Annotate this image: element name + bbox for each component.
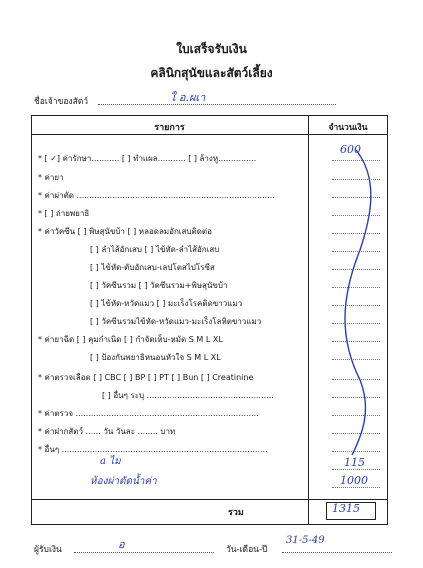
owner-label: ชื่อเจ้าของสัตว์ — [34, 97, 89, 107]
row-vaccine-2: [ ] ลำไส้อักเสบ [ ] ไข้หัด-ลำไส้อักเสบ — [90, 245, 220, 254]
row-deworm: * [ ] ถ่ายพยาธิ — [38, 209, 90, 218]
row-exam: * ค่าตรวจ ........................................................................ — [38, 409, 259, 418]
row-inject-1: * ค่ายาฉีด [ ] คุมกำเนิด [ ] กำจัดเห็บ-หมัด S M L XL — [38, 335, 223, 344]
clinic-name: คลินิกสุนัขและสัตว์เลี้ยง — [150, 66, 273, 80]
row-other: * อื่นๆ ................................................................................. — [38, 445, 268, 454]
receiver-line — [74, 552, 214, 553]
header-amount: จำนวนเงิน — [328, 123, 368, 133]
amount-other-2: 1000 — [340, 474, 368, 487]
date-label: วัน-เดือน-ปี — [226, 545, 268, 555]
row-blood-1: * ค่าตรวจเลือด [ ] CBC [ ] BP [ ] PT [ ] Bun [ ] Creatinine — [38, 373, 254, 382]
date-value: 31-5-49 — [286, 535, 325, 546]
row-vaccine-1: * ค่าวัคซีน [ ] พิษสุนัขบ้า [ ] หลอดลมอักเสบติดต่อ — [38, 227, 212, 236]
row-treatment: * [ ✓] ค่ารักษา........... [ ] ทำแผล........... [ ] ล้างหู............... — [38, 154, 257, 163]
receipt-title: ใบเสร็จรับเงิน — [176, 42, 247, 56]
receiver-label: ผู้รับเงิน — [34, 545, 62, 555]
row-medicine: * ค่ายา — [38, 173, 64, 182]
header-items: รายการ — [154, 123, 185, 133]
date-line — [282, 552, 392, 553]
amount-treatment: 600 — [340, 143, 361, 156]
row-vaccine-5: [ ] ไข้หัด-หวัดแมว [ ] มะเร็งโรคติดขาวแมว — [90, 299, 243, 308]
row-surgery: * ค่าผ่าตัด .............................................................................. — [38, 191, 275, 200]
row-other-handwritten-1: a ไม — [100, 456, 121, 467]
row-blood-2: [ ] อื่นๆ ระบุ .................................................. — [102, 391, 274, 400]
amount-other-1: 115 — [344, 456, 365, 469]
row-boarding: * ค่าฝากสัตว์ ...... วัน วันละ ........ บาท — [38, 427, 176, 436]
row-inject-2: [ ] ป้องกันพยาธิหนอนหัวใจ S M L XL — [90, 353, 221, 362]
total-divider — [31, 499, 388, 500]
row-vaccine-4: [ ] วัคซีนรวม [ ] วัคซีนรวม+พิษสุนัขบ้า — [90, 281, 228, 290]
total-value: 1315 — [332, 502, 360, 515]
header-divider — [31, 134, 388, 135]
handwritten-curve — [300, 140, 380, 460]
row-other-handwritten-2: ห้องผ่าตัดน้ำค่า — [90, 476, 157, 487]
owner-line — [98, 104, 336, 105]
owner-value: ใ อ.ผเา — [170, 91, 206, 104]
total-label: รวม — [228, 508, 244, 518]
row-vaccine-6: [ ] วัคซีนรวมไข้หัด-หวัดแมว-มะเร็งโลหิตขาวแมว — [90, 317, 262, 326]
row-vaccine-3: [ ] ไข้หัด-ตับอักเสบ-เลปโตสไปโรซีส — [90, 263, 215, 272]
receiver-value: อ — [118, 538, 125, 551]
